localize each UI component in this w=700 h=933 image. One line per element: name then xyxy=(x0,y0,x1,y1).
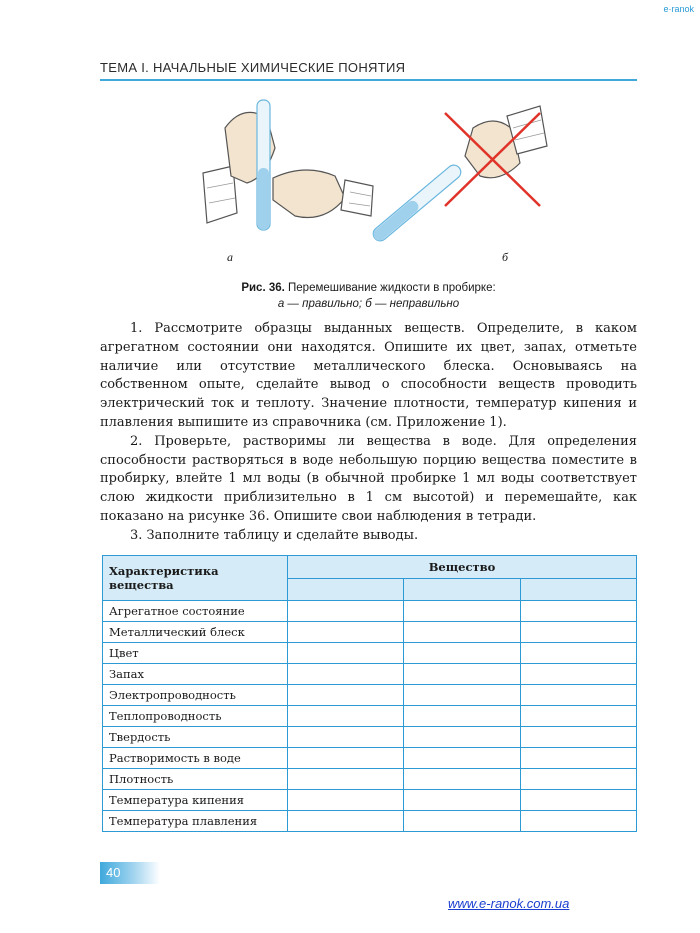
table-cell xyxy=(288,601,404,622)
properties-table xyxy=(102,555,637,832)
table-row xyxy=(103,664,637,685)
table-cell xyxy=(404,790,520,811)
table-cell xyxy=(404,706,520,727)
row-label: Металлический блеск xyxy=(103,622,288,643)
table-cell xyxy=(288,706,404,727)
caption-legend: а — правильно; б — неправильно xyxy=(277,298,460,310)
table-cell xyxy=(520,643,636,664)
paragraph-2: 2. Проверьте, растворимы ли вещества в воде. Для определения способности растворяться в воде небольшую порцию вещества поместите в пробирку, влейте 1 мл воды (в обычной пробирке 1 мл воды соответствует слою жидкости приблизительно в 1 см высотой) и перемешайте, как показано на рисунке 36. Опишите свои наблюдения в тетради. xyxy=(100,433,637,524)
substance-header: Вещество xyxy=(288,556,637,579)
row-label: Растворимость в воде xyxy=(103,748,288,769)
table-row xyxy=(103,811,637,832)
figure-36 xyxy=(195,88,555,273)
row-label: Запах xyxy=(103,664,288,685)
row-label: Плотность xyxy=(103,769,288,790)
table-row xyxy=(103,685,637,706)
table-cell xyxy=(520,706,636,727)
table-cell xyxy=(404,601,520,622)
table-row xyxy=(103,790,637,811)
test-tube-illustration xyxy=(195,88,555,273)
table-row xyxy=(103,706,637,727)
table-cell xyxy=(288,622,404,643)
table-body xyxy=(103,601,637,832)
table-cell xyxy=(520,769,636,790)
substance-col-3 xyxy=(520,578,636,601)
table-cell xyxy=(520,601,636,622)
table-cell xyxy=(404,685,520,706)
paragraph-1: 1. Рассмотрите образцы выданных веществ. Определите, в каком агрегатном состоянии они находятся. Опишите их цвет, запах, отметьте наличие или отсутствие металлического блеска. Основываясь на собственном опыте, сделайте вывод о способности веществ проводить электрический ток и теплоту. Значение плотности, температур кипения и плавления выпишите из справочника (см. Приложение 1). xyxy=(100,321,637,430)
table-row xyxy=(103,622,637,643)
publisher-link[interactable]: www.e-ranok.com.ua xyxy=(448,896,570,911)
section-header: ТЕМА І. НАЧАЛЬНЫЕ ХИМИЧЕСКИЕ ПОНЯТИЯ xyxy=(100,60,406,75)
characteristic-header: Характеристика вещества xyxy=(103,556,288,601)
table-cell xyxy=(520,727,636,748)
table-cell xyxy=(288,769,404,790)
illustration-correct xyxy=(203,100,373,230)
table-cell xyxy=(288,811,404,832)
instructions xyxy=(100,320,637,546)
table-cell xyxy=(404,622,520,643)
row-label: Теплопроводность xyxy=(103,706,288,727)
table-header-row xyxy=(103,556,637,579)
figure-caption xyxy=(100,280,637,312)
substance-col-1 xyxy=(288,578,404,601)
caption-title: Перемешивание жидкости в пробирке: xyxy=(284,282,496,294)
header-divider xyxy=(100,79,637,81)
table-cell xyxy=(288,748,404,769)
table-row xyxy=(103,727,637,748)
substance-col-2 xyxy=(404,578,520,601)
table-cell xyxy=(404,748,520,769)
table-cell xyxy=(288,790,404,811)
table-cell xyxy=(520,748,636,769)
table-cell xyxy=(288,643,404,664)
table-cell xyxy=(520,664,636,685)
table-row xyxy=(103,769,637,790)
table-cell xyxy=(288,685,404,706)
page-number: 40 xyxy=(100,862,160,884)
table-cell xyxy=(520,685,636,706)
table-row xyxy=(103,601,637,622)
table-cell xyxy=(404,727,520,748)
table-row xyxy=(103,748,637,769)
paragraph-3: 3. Заполните таблицу и сделайте выводы. xyxy=(130,527,419,543)
row-label: Цвет xyxy=(103,643,288,664)
row-label: Электропроводность xyxy=(103,685,288,706)
table-cell xyxy=(288,727,404,748)
row-label: Температура плавления xyxy=(103,811,288,832)
row-label: Агрегатное состояние xyxy=(103,601,288,622)
figure-label-b: б xyxy=(502,250,509,264)
table-cell xyxy=(520,811,636,832)
table-cell xyxy=(404,769,520,790)
table-cell xyxy=(288,664,404,685)
row-label: Температура кипения xyxy=(103,790,288,811)
figure-label-a: а xyxy=(227,250,233,264)
table-cell xyxy=(520,790,636,811)
table-cell xyxy=(404,811,520,832)
caption-number: Рис. 36. xyxy=(241,282,285,294)
table-cell xyxy=(404,664,520,685)
table-row xyxy=(103,643,637,664)
table-cell xyxy=(404,643,520,664)
publisher-logo: e·ranok xyxy=(663,4,694,14)
row-label: Твердость xyxy=(103,727,288,748)
table-cell xyxy=(520,622,636,643)
